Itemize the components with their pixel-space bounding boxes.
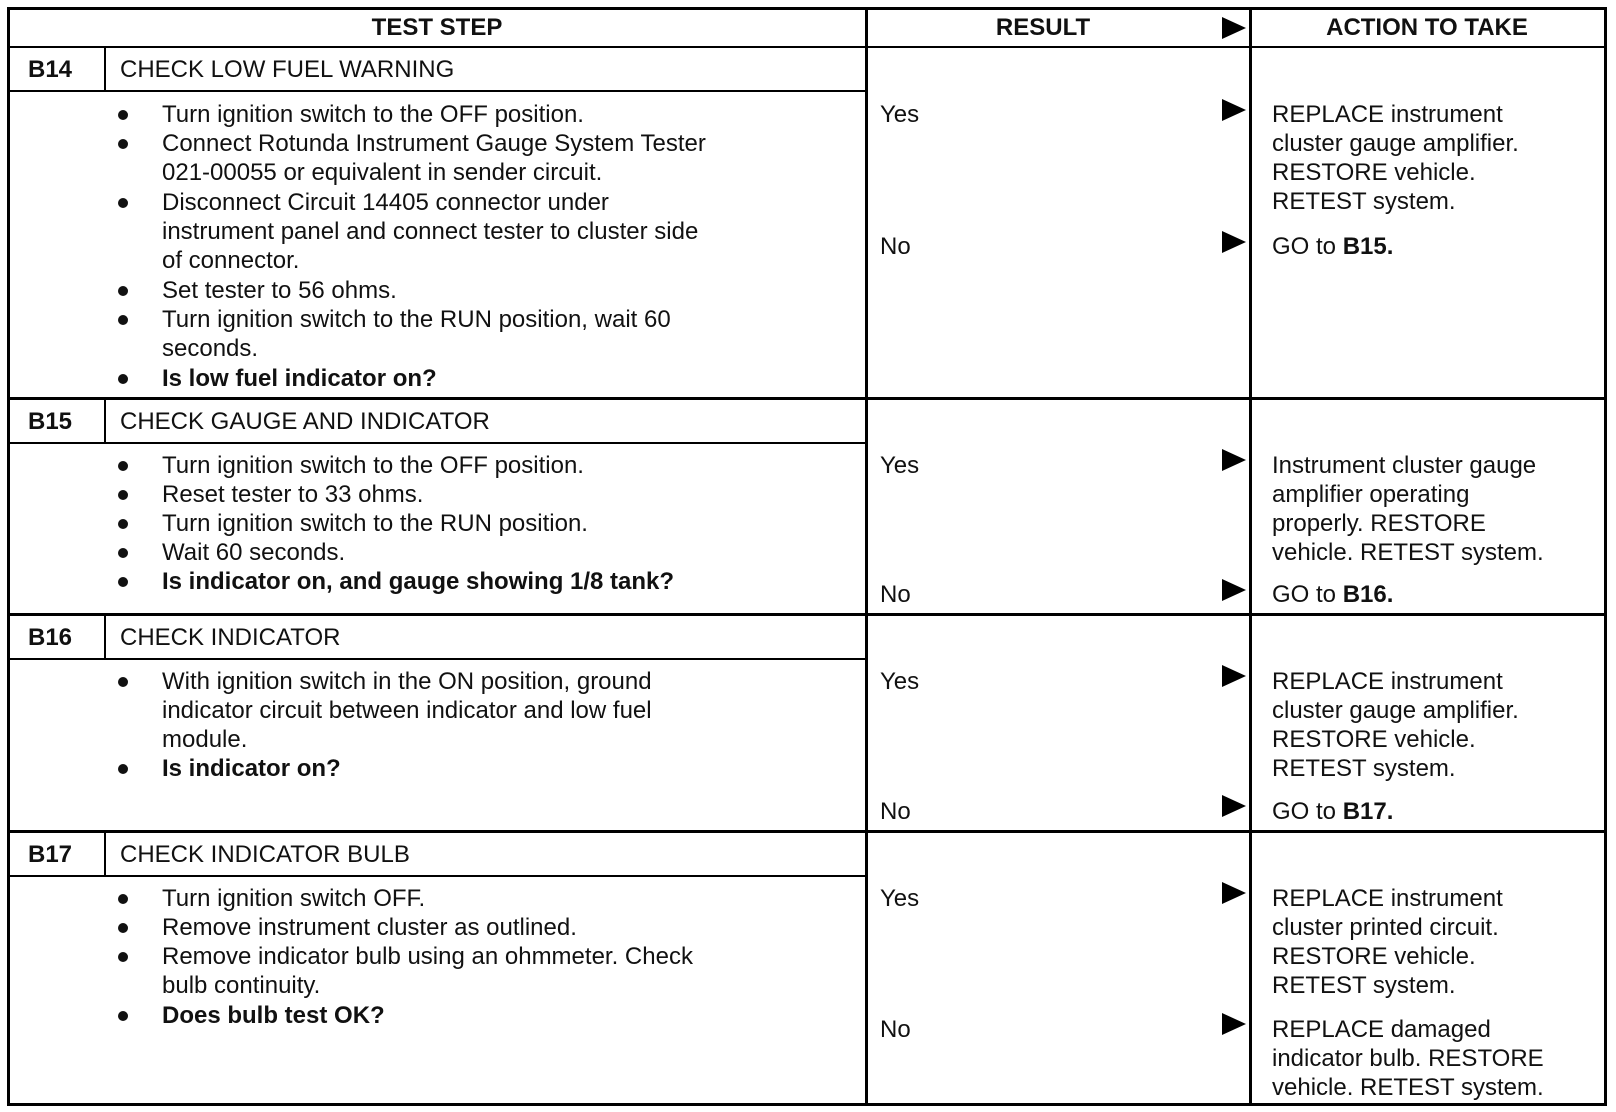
row-divider [7, 397, 1607, 400]
header-action: ACTION TO TAKE [1326, 14, 1528, 41]
header-arrow-icon [1222, 17, 1246, 39]
header-test-step: TEST STEP [371, 14, 503, 41]
header-result: RESULT [995, 14, 1091, 41]
table-border-top [7, 7, 1607, 10]
action-line: RESTORE vehicle. [1272, 943, 1476, 970]
action-line: RESTORE vehicle. [1272, 159, 1476, 186]
instruction-line: Disconnect Circuit 14405 connector under [162, 189, 609, 216]
arrow-no-icon [1222, 795, 1246, 817]
action-line: RETEST system. [1272, 755, 1456, 782]
bullet-icon [118, 952, 128, 962]
bullet-icon [118, 577, 128, 587]
action-line: REPLACE instrument [1272, 101, 1503, 128]
table-border-right [1604, 7, 1607, 1106]
instruction-line: Turn ignition switch OFF. [162, 885, 426, 912]
step-reference-link[interactable]: B16. [1342, 581, 1394, 608]
bullet-icon [118, 110, 128, 120]
title-underline [7, 90, 867, 92]
action-no [1272, 580, 1393, 610]
instruction-line: bulb continuity. [162, 972, 321, 999]
row-divider [7, 613, 1607, 616]
column-divider-result [865, 7, 868, 1106]
instruction-line: 021-00055 or equivalent in sender circuit. [162, 159, 603, 186]
arrow-yes-icon [1222, 665, 1246, 687]
action-line: properly. RESTORE [1272, 510, 1486, 537]
result-no: No [880, 798, 911, 825]
step-title: CHECK INDICATOR BULB [120, 841, 410, 868]
action-no-prefix: GO to [1272, 798, 1343, 825]
header-row-divider [7, 46, 1607, 48]
bullet-icon [118, 374, 128, 384]
action-line: indicator bulb. RESTORE [1272, 1045, 1544, 1072]
instruction-line: Set tester to 56 ohms. [162, 277, 397, 304]
action-line: amplifier operating [1272, 481, 1470, 508]
step-title: CHECK GAUGE AND INDICATOR [120, 408, 490, 435]
result-no: No [880, 581, 911, 608]
action-no-prefix: GO to [1272, 233, 1343, 260]
title-underline [7, 658, 867, 660]
bullet-icon [118, 923, 128, 933]
action-line: REPLACE instrument [1272, 668, 1503, 695]
instruction-line: Wait 60 seconds. [162, 539, 346, 566]
instruction-line: of connector. [162, 247, 300, 274]
action-line: Instrument cluster gauge [1272, 452, 1537, 479]
bullet-icon [118, 548, 128, 558]
step-reference-link[interactable]: B15. [1342, 233, 1394, 260]
action-line: cluster printed circuit. [1272, 914, 1499, 941]
step-title: CHECK LOW FUEL WARNING [120, 56, 455, 83]
arrow-no-icon [1222, 579, 1246, 601]
arrow-yes-icon [1222, 449, 1246, 471]
bullet-icon [118, 490, 128, 500]
instruction-line: Remove instrument cluster as outlined. [162, 914, 577, 941]
result-no: No [880, 233, 911, 260]
arrow-no-icon [1222, 231, 1246, 253]
bullet-icon [118, 894, 128, 904]
bullet-icon [118, 139, 128, 149]
action-no [1272, 232, 1393, 262]
instruction-line: Turn ignition switch to the RUN position. [162, 510, 588, 537]
step-number: B16 [28, 624, 73, 651]
step-question: Does bulb test OK? [162, 1002, 385, 1029]
instruction-line: Turn ignition switch to the OFF position. [162, 101, 584, 128]
instruction-line: instrument panel and connect tester to cluster side [162, 218, 699, 245]
bullet-icon [118, 764, 128, 774]
bullet-icon [118, 1011, 128, 1021]
title-underline [7, 875, 867, 877]
instruction-line: With ignition switch in the ON position, ground [162, 668, 652, 695]
arrow-no-icon [1222, 1013, 1246, 1035]
instruction-line: Connect Rotunda Instrument Gauge System Tester [162, 130, 706, 157]
result-yes: Yes [880, 101, 920, 128]
result-yes: Yes [880, 668, 920, 695]
result-no: No [880, 1016, 911, 1043]
step-id-divider [104, 48, 106, 90]
bullet-icon [118, 315, 128, 325]
action-line: REPLACE instrument [1272, 885, 1503, 912]
action-line: REPLACE damaged [1272, 1016, 1491, 1043]
row-divider [7, 830, 1607, 833]
step-id-divider [104, 400, 106, 442]
step-number: B14 [28, 56, 73, 83]
table-border-left [7, 7, 10, 1106]
step-id-divider [104, 616, 106, 658]
step-number: B15 [28, 408, 73, 435]
title-underline [7, 442, 867, 444]
action-line: vehicle. RETEST system. [1272, 539, 1544, 566]
step-question: Is indicator on? [162, 755, 341, 782]
instruction-line: indicator circuit between indicator and low fuel [162, 697, 652, 724]
action-line: RETEST system. [1272, 972, 1456, 999]
bullet-icon [118, 461, 128, 471]
bullet-icon [118, 286, 128, 296]
step-reference-link[interactable]: B17. [1342, 798, 1394, 825]
result-yes: Yes [880, 885, 920, 912]
bullet-icon [118, 198, 128, 208]
action-line: RETEST system. [1272, 188, 1456, 215]
instruction-line: module. [162, 726, 248, 753]
instruction-line: Reset tester to 33 ohms. [162, 481, 424, 508]
action-line: cluster gauge amplifier. [1272, 697, 1519, 724]
step-question: Is low fuel indicator on? [162, 365, 437, 392]
instruction-line: Turn ignition switch to the RUN position, wait 60 [162, 306, 671, 333]
bullet-icon [118, 519, 128, 529]
result-yes: Yes [880, 452, 920, 479]
step-number: B17 [28, 841, 73, 868]
instruction-line: seconds. [162, 335, 259, 362]
action-line: cluster gauge amplifier. [1272, 130, 1519, 157]
step-title: CHECK INDICATOR [120, 624, 341, 651]
arrow-yes-icon [1222, 882, 1246, 904]
action-no [1272, 797, 1393, 827]
action-line: vehicle. RETEST system. [1272, 1074, 1544, 1101]
instruction-line: Remove indicator bulb using an ohmmeter. Check [162, 943, 693, 970]
action-no-prefix: GO to [1272, 581, 1343, 608]
table-border-bottom [7, 1103, 1607, 1106]
bullet-icon [118, 677, 128, 687]
action-line: RESTORE vehicle. [1272, 726, 1476, 753]
step-question: Is indicator on, and gauge showing 1/8 tank? [162, 568, 675, 595]
step-id-divider [104, 833, 106, 875]
arrow-yes-icon [1222, 99, 1246, 121]
column-divider-action [1249, 7, 1252, 1106]
instruction-line: Turn ignition switch to the OFF position. [162, 452, 584, 479]
